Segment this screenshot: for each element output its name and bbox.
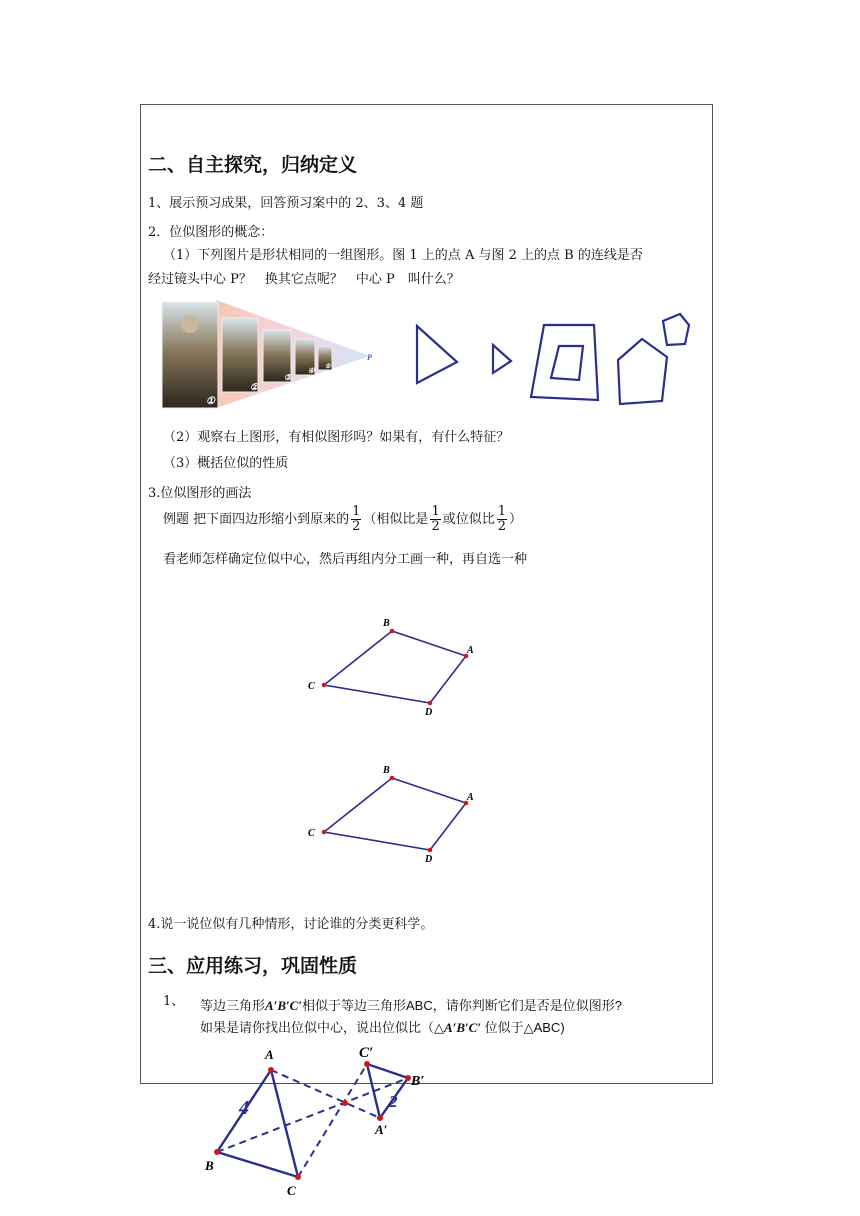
example-prefix: 例题 把下面四边形缩小到原来的 (163, 512, 350, 527)
photo-label-3: ③ (284, 373, 292, 382)
side-length-big: 4 (239, 1097, 249, 1119)
example-line (163, 505, 522, 535)
item2-q1-line1: （1）下列图片是形状相同的一组图形。图 1 上的点 A 与图 2 上的点 B 的连线是否 (163, 248, 643, 263)
item2-q3: （3）概括位似的性质 (163, 456, 289, 471)
photo-1-figure (181, 315, 199, 333)
quad1-label-c: C (308, 681, 315, 692)
pentagon-large (618, 339, 667, 404)
lens-center-mark: P (367, 353, 372, 362)
triangle-small (493, 345, 511, 373)
similar-shapes-figure (405, 305, 705, 413)
homothety-triangles-figure (195, 1042, 435, 1202)
fraction-1: $\frac{1}{2}$ (352, 504, 361, 534)
quad-inner (551, 346, 583, 380)
photo-label-4: ④ (308, 367, 315, 375)
example-mid1: （相似比是 (363, 512, 429, 527)
quad1-shape (324, 631, 466, 703)
label-b-prime: B′ (411, 1074, 425, 1089)
quadrilateral-1 (300, 615, 490, 720)
quad2-label-c: C (308, 828, 315, 839)
quad1-label-d: D (425, 707, 433, 718)
quad2-label-b: B (383, 765, 390, 776)
quad2-label-d: D (425, 854, 433, 865)
pentagon-small (663, 314, 689, 345)
label-c: C (287, 1183, 296, 1198)
question-number: 1、 (163, 994, 185, 1009)
triangle-abc-prime (367, 1064, 408, 1118)
section3-heading: 三、应用练习，巩固性质 (148, 955, 358, 977)
item2-title: 2．位似图形的概念： (148, 225, 274, 240)
photo-label-2: ② (250, 382, 259, 392)
quad1-label-a: A (467, 645, 474, 656)
example-line2: 看老师怎样确定位似中心，然后再组内分工画一种，再自选一种 (163, 552, 528, 567)
side-length-small: 2 (389, 1092, 398, 1111)
example-suffix: ） (509, 512, 523, 527)
dash-a-a2 (271, 1070, 380, 1118)
question-line2: 如果是请你找出位似中心，说出位似比（△A′B′C′ 位似于△ABC) (200, 1020, 565, 1035)
label-a-prime: A′ (375, 1122, 388, 1137)
triangle-large (417, 326, 457, 383)
fraction-2: $\frac{1}{2}$ (431, 504, 440, 534)
label-c-prime: C′ (359, 1045, 374, 1061)
item4-text: 4.说一说位似有几种情形，讨论谁的分类更科学。 (148, 917, 434, 932)
item1-text: 1、展示预习成果，回答预习案中的 2、3、4 题 (148, 196, 424, 211)
photo-2 (222, 318, 258, 392)
dash-c-c2 (298, 1064, 367, 1177)
triangle-abc (217, 1070, 298, 1177)
quad2-label-a: A (467, 792, 474, 803)
quad-outer (531, 325, 598, 400)
quad2-shape (324, 778, 466, 850)
section2-heading: 二、自主探究，归纳定义 (148, 154, 358, 176)
question-line1: 等边三角形A′B′C′相似于等边三角形ABC，请你判断它们是否是位似图形? (200, 998, 622, 1013)
photo-label-5: ⑤ (325, 364, 331, 370)
item3-title: 3.位似图形的画法 (148, 486, 252, 501)
label-b: B (205, 1158, 214, 1173)
item2-q1-line2: 经过镜头中心 P？ 换其它点呢？ 中心 P 叫什么？ (148, 272, 460, 287)
camera-photo-sequence (160, 296, 382, 410)
center-point (342, 1100, 348, 1106)
photo-label-1: ① (206, 396, 215, 407)
item2-q2: （2）观察右上图形，有相似图形吗？如果有，有什么特征？ (163, 430, 510, 445)
example-mid2: 或位似比 (442, 512, 495, 527)
quadrilateral-2 (300, 762, 490, 867)
label-a: A (265, 1047, 274, 1062)
quad1-label-b: B (383, 618, 390, 629)
fraction-3: $\frac{1}{2}$ (497, 504, 507, 534)
